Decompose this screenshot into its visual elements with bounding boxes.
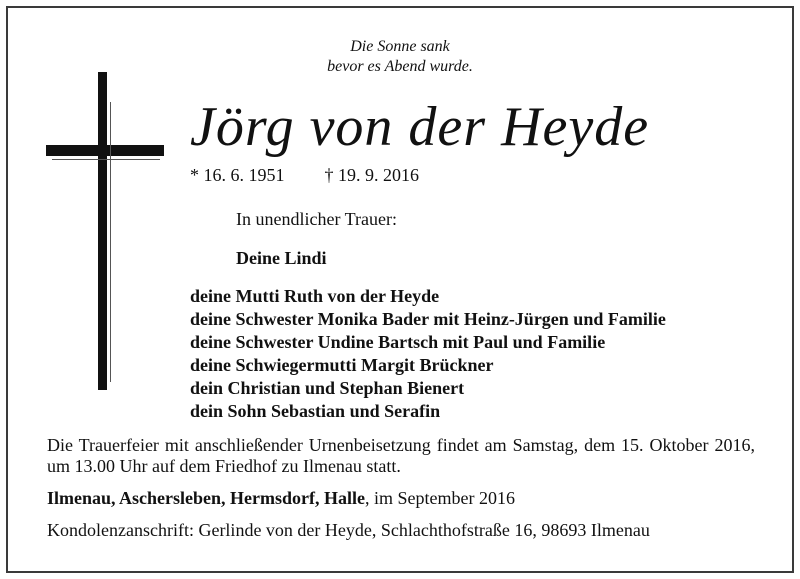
cross-horizontal-beam xyxy=(46,145,164,156)
place-and-date xyxy=(47,488,515,509)
family-list xyxy=(190,285,666,423)
deceased-name: Jörg von der Heyde xyxy=(190,96,650,158)
mourning-intro: In unendlicher Trauer: xyxy=(236,209,397,229)
family-member: dein Christian und Stephan Bienert xyxy=(190,378,465,398)
family-member: deine Mutti Ruth von der Heyde xyxy=(190,286,440,306)
family-member: deine Schwester Monika Bader mit Heinz-Jürgen und Familie xyxy=(190,309,666,329)
ceremony-info: Die Trauerfeier mit anschließender Urnenbeisetzung findet am Samstag, dem 15. Oktober 2016, um 13.00 Uhr auf dem Friedhof zu Ilmenau statt. xyxy=(47,435,755,476)
cross-vertical-beam xyxy=(98,72,107,390)
primary-mourner: Deine Lindi xyxy=(236,248,327,268)
cities: Ilmenau, Aschersleben, Hermsdorf, Halle xyxy=(47,488,365,508)
family-member: deine Schwiegermutti Margit Brückner xyxy=(190,355,494,375)
cross-vertical-shadow xyxy=(110,102,111,382)
birth-date: * 16. 6. 1951 xyxy=(190,165,285,185)
death-date: † 19. 9. 2016 xyxy=(324,165,419,185)
family-member: deine Schwester Undine Bartsch mit Paul und Familie xyxy=(190,332,606,352)
epigraph-quote xyxy=(290,37,510,77)
condolence-address: Kondolenzanschrift: Gerlinde von der Heyde, Schlachthofstraße 16, 98693 Ilmenau xyxy=(47,520,650,540)
family-member: dein Sohn Sebastian und Serafin xyxy=(190,401,441,421)
quote-line-2: bevor es Abend wurde. xyxy=(327,58,473,75)
life-dates xyxy=(190,165,419,186)
notice-date: , im September 2016 xyxy=(364,488,515,508)
cross-horizontal-shadow xyxy=(52,159,160,160)
quote-line-1: Die Sonne sank xyxy=(350,38,450,55)
